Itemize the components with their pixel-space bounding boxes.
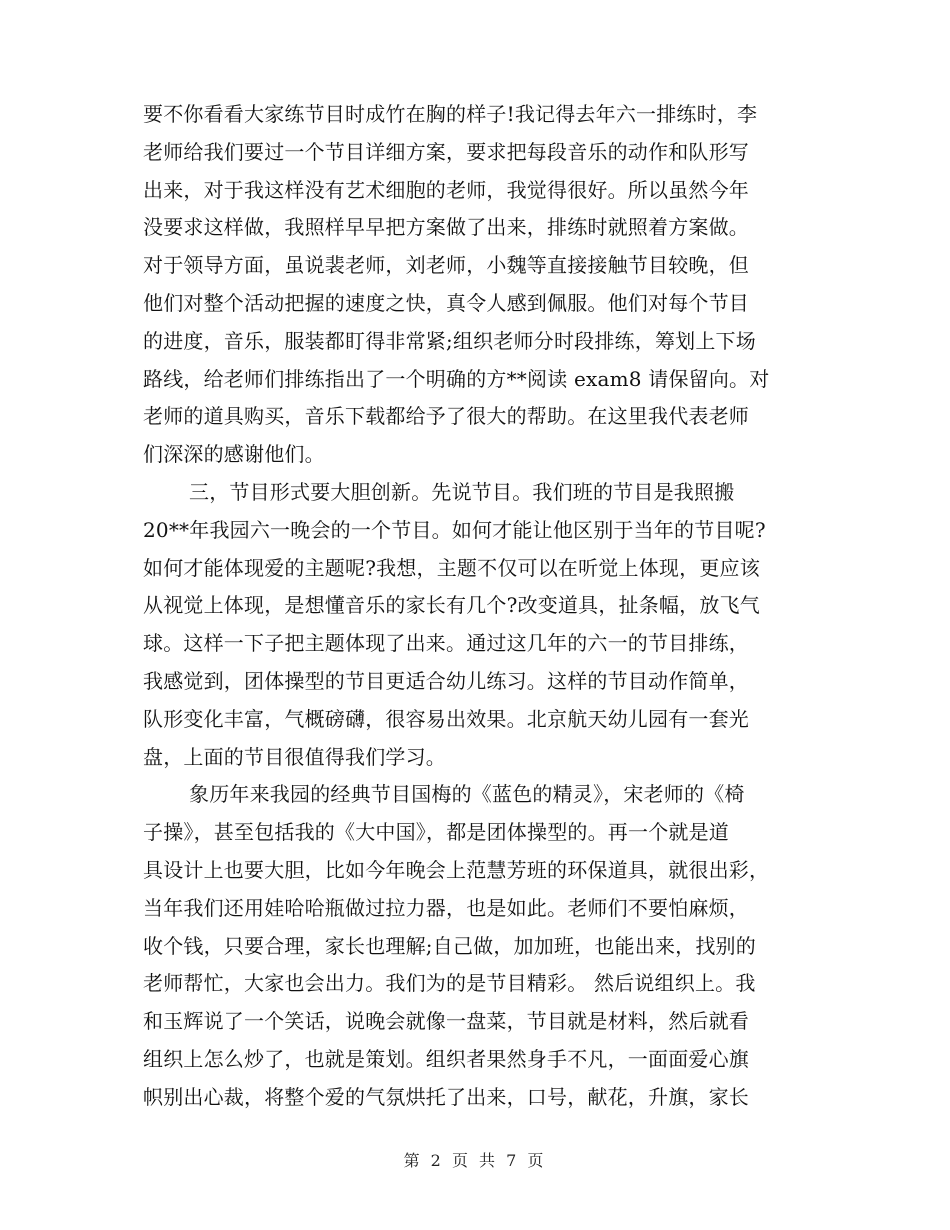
text-line: 路线，给老师们排练指出了一个明确的方**阅读 exam8 请保留向。对 [143,366,770,391]
text-line: 具设计上也要大胆，比如今年晚会上范慧芳班的环保道具，就很出彩， [143,857,770,882]
text-line: 帜别出心裁，将整个爱的气氛烘托了出来，口号，献花，升旗，家长 [143,1084,749,1109]
text-line: 组织上怎么炒了，也就是策划。组织者果然身手不凡，一面面爱心旗 [143,1046,749,1071]
paragraph-first-line: 象历年来我园的经典节目国梅的《蓝色的精灵》，宋老师的《椅 [189,782,745,807]
text-line: 队形变化丰富，气概磅礴，很容易出效果。北京航天幼儿园有一套光 [143,706,749,731]
text-line: 们深深的感谢他们。 [143,442,325,467]
text-line: 的进度，音乐，服装都盯得非常紧;组织老师分时段排练，筹划上下场 [143,328,756,353]
text-line: 和玉辉说了一个笑话，说晚会就像一盘菜，节目就是材料，然后就看 [143,1009,749,1034]
text-line: 当年我们还用娃哈哈瓶做过拉力器，也是如此。老师们不要怕麻烦， [143,895,749,920]
text-line: 要不你看看大家练节目时成竹在胸的样子!我记得去年六一排练时，李 [143,102,758,126]
text-line: 球。这样一下子把主题体现了出来。通过这几年的六一的节目排练， [143,631,749,656]
body-text [143,96,811,1117]
text-line: 如何才能体现爱的主题呢?我想，主题不仅可以在听觉上体现，更应该 [143,555,760,580]
text-line: 对于领导方面，虽说裴老师，刘老师，小魏等直接接触节目较晚，但 [143,253,749,278]
text-line: 盘，上面的节目很值得我们学习。 [143,744,446,769]
text-line: 出来，对于我这样没有艺术细胞的老师，我觉得很好。所以虽然今年 [143,177,749,202]
text-line: 子操》，甚至包括我的《大中国》，都是团体操型的。再一个就是道 [143,820,729,845]
text-line: 从视觉上体现，是想懂音乐的家长有几个?改变道具，扯条幅，放飞气 [143,593,760,618]
text-line: 收个钱，只要合理，家长也理解;自己做，加加班，也能出来，找别的 [143,933,756,958]
text-line: 老师帮忙，大家也会出力。我们为的是节目精彩。 然后说组织上。我 [143,971,756,996]
paragraph-first-line: 三，节目形式要大胆创新。先说节目。我们班的节目是我照搬 [189,479,735,504]
text-line: 老师的道具购买，音乐下载都给予了很大的帮助。在这里我代表老师 [143,404,749,429]
text-line: 20**年我园六一晚会的一个节目。如何才能让他区别于当年的节目呢? [143,517,766,542]
text-line: 他们对整个活动把握的速度之快，真令人感到佩服。他们对每个节目 [143,290,749,315]
text-line: 没要求这样做，我照样早早把方案做了出来，排练时就照着方案做。 [143,215,749,240]
page-number-footer: 第 2 页 共 7 页 [403,1151,547,1170]
text-line: 老师给我们要过一个节目详细方案，要求把每段音乐的动作和队形写 [143,139,749,164]
text-line: 我感觉到，团体操型的节目更适合幼儿练习。这样的节目动作简单， [143,668,749,693]
